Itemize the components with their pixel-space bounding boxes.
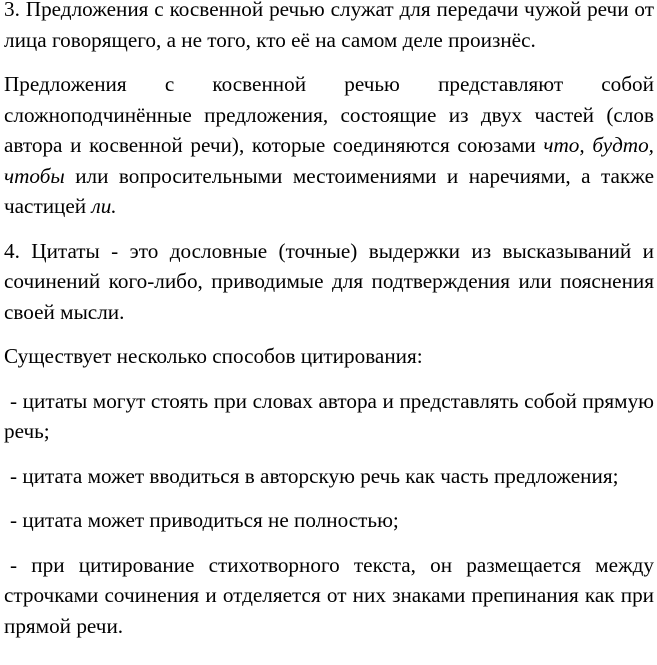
- list-item-text: - цитаты могут стоять при словах автора и представлять собой прямую речь;: [4, 388, 654, 443]
- paragraph-text: или вопросительными местоимениями и наречиями, а также частицей: [4, 163, 654, 218]
- list-item-text: - при цитирование стихотворного текста, он размещается между строчками сочинения и отделяется от них знаками препинания как при прямой речи.: [4, 552, 654, 638]
- paragraph-quoting-methods-intro: Существует несколько способов цитирования:: [4, 344, 423, 368]
- list-item: [4, 505, 654, 536]
- list-item-text: - цитата может вводиться в авторскую речь как часть предложения;: [10, 463, 619, 488]
- list-item: [4, 461, 654, 492]
- document-page: [4, 0, 654, 655]
- list-item-text: - цитата может приводиться не полностью;: [10, 508, 399, 532]
- list-item: [4, 386, 654, 447]
- particle-italic: ли.: [91, 194, 117, 218]
- list-item: [4, 550, 654, 642]
- paragraph-text: Предложения с косвенной речью представляют собой сложноподчинённые предложения, состоящие из двух частей (слов автора и косвенной речи), которые соединяются союзами: [4, 72, 654, 157]
- conjunctions-italic: что, будто, чтобы: [4, 133, 654, 188]
- paragraph-indirect-speech-definition: 3. Предложения с косвенной речью служат для передачи чужой речи от лица говорящего, а не того, кто её на самом деле произнёс.: [4, 0, 654, 52]
- paragraph-indirect-speech-structure: [4, 69, 654, 222]
- paragraph-quotes-definition: 4. Цитаты - это дословные (точные) выдержки из высказываний и сочинений кого-либо, приводимые для подтверждения или пояснения своей мысли.: [4, 238, 654, 324]
